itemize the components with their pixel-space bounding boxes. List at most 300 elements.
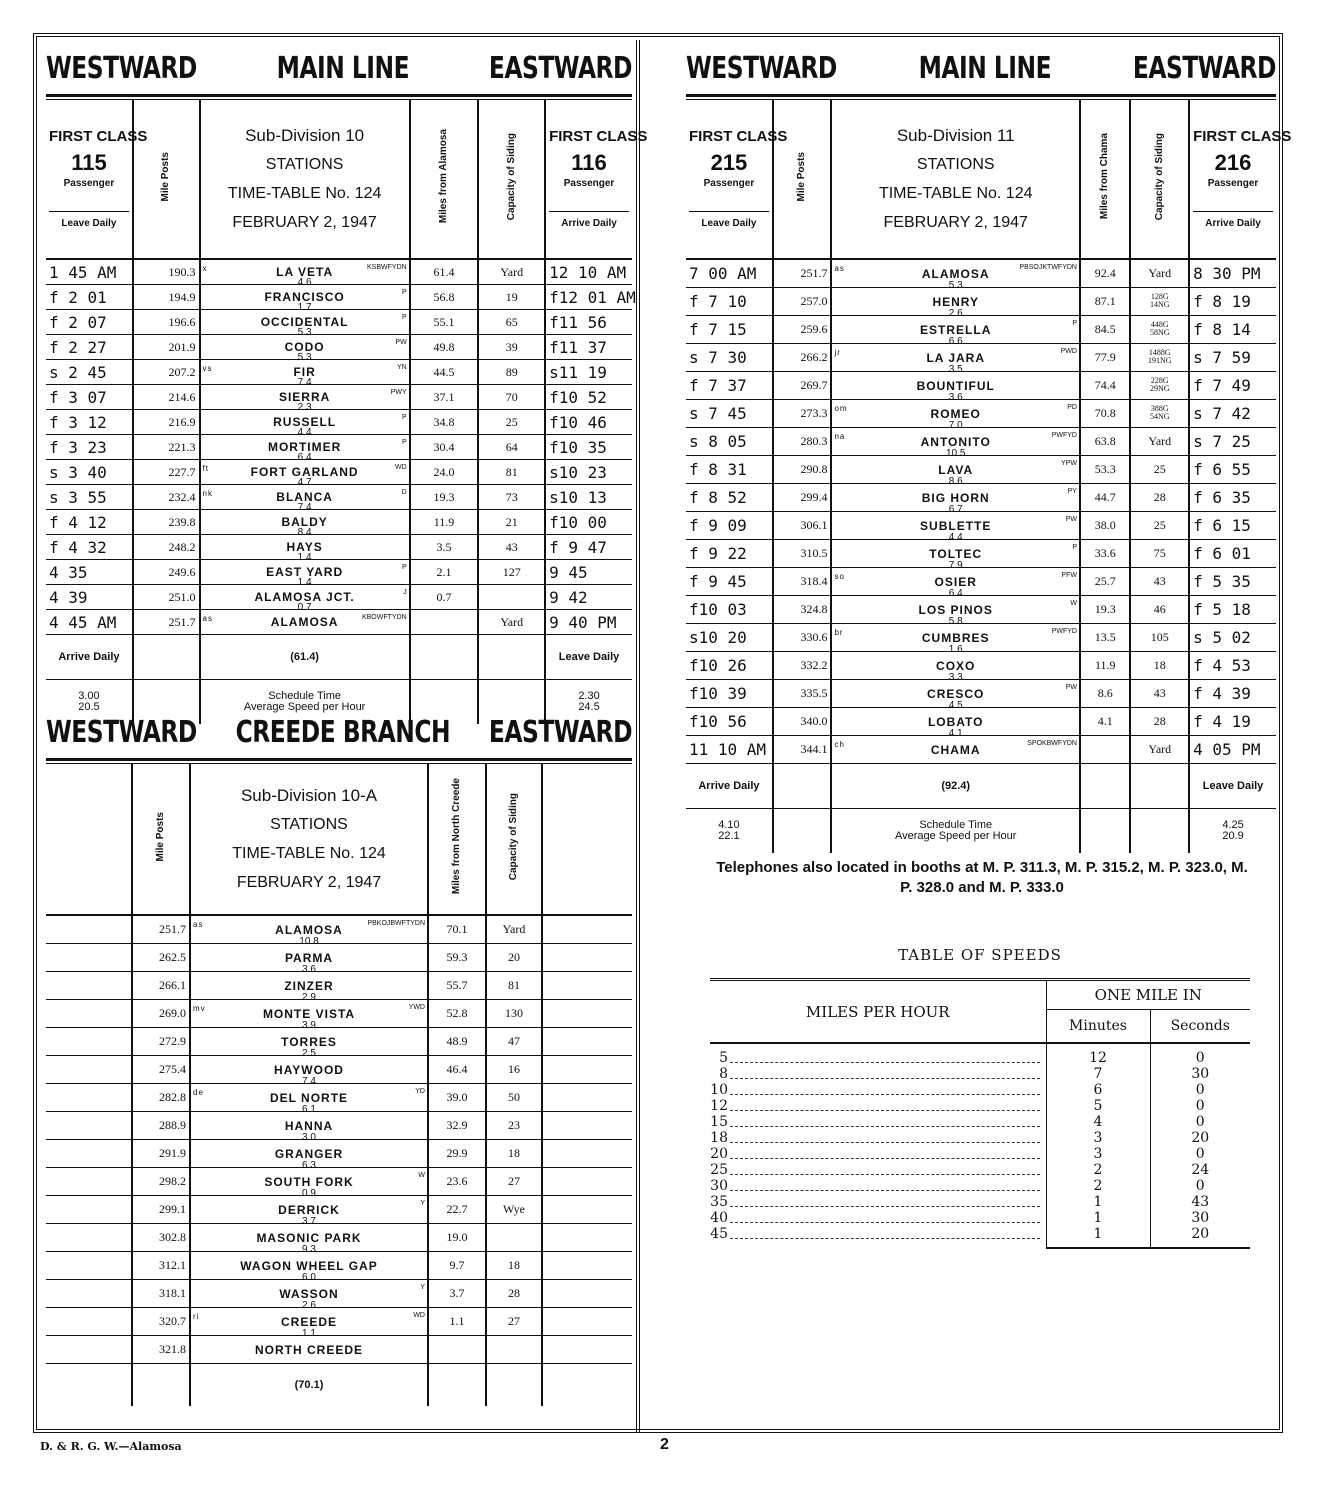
subdivision-label: Sub-Division 11 <box>896 126 1015 145</box>
blank <box>542 1252 632 1280</box>
leader-dots <box>730 1222 1040 1223</box>
leader-dots <box>730 1126 1040 1127</box>
station-prefix: as <box>834 264 845 273</box>
speed-row <box>710 1098 1250 1114</box>
mile-post: 335.5 <box>773 680 832 708</box>
mile-post: 251.7 <box>773 259 832 288</box>
column-divider <box>636 40 640 1432</box>
station-facilities: P <box>402 439 407 446</box>
blank <box>542 1028 632 1056</box>
mile-post: 262.5 <box>132 944 190 972</box>
station-prefix: so <box>834 572 845 581</box>
speed-seconds: 0 <box>1150 1043 1250 1066</box>
mile-post: 207.2 <box>133 360 200 385</box>
blank <box>486 1364 542 1407</box>
mile-post: 251.7 <box>132 915 190 944</box>
station-distance: 7.4 <box>302 1076 316 1087</box>
blank <box>542 1280 632 1308</box>
station-name: WAGON WHEEL GAP <box>240 1258 378 1273</box>
station-distance: 8.6 <box>948 476 963 487</box>
blank <box>542 1084 632 1112</box>
station-distance: 8.4 <box>297 527 312 538</box>
speed-mph-value: 8 <box>719 1066 728 1082</box>
speeds-title: TABLE OF SPEEDS <box>898 946 1062 964</box>
westward-label: WESTWARD <box>46 51 197 87</box>
speed-mph-value: 12 <box>710 1098 728 1114</box>
date-label: FEBRUARY 2, 1947 <box>236 874 382 891</box>
station-prefix: jr <box>834 348 841 357</box>
miles-from <box>1080 736 1131 764</box>
siding-capacity: 25 <box>1130 512 1189 540</box>
speed-mph <box>710 1130 1046 1146</box>
station-facilities: PBSOJKTWFYDN <box>1019 264 1077 271</box>
miles-from: 37.1 <box>410 385 479 410</box>
blank <box>428 1364 486 1407</box>
mile-post: 227.7 <box>133 460 200 485</box>
station-prefix: as <box>193 920 204 929</box>
mile-post: 259.6 <box>773 316 832 344</box>
first-class-label: FIRST CLASS <box>1193 128 1292 145</box>
blank <box>410 635 479 680</box>
mile-post: 318.1 <box>132 1280 190 1308</box>
blank <box>542 944 632 972</box>
eastward-time: 9 40 PM <box>545 610 632 635</box>
station-name: DERRICK <box>278 1202 340 1217</box>
mile-post: 269.7 <box>773 372 832 400</box>
siding-standard: 228G <box>1150 375 1169 385</box>
speed-mph-line <box>710 1162 1046 1178</box>
date-label: FEBRUARY 2, 1947 <box>232 214 377 231</box>
siding-capacity: Yard <box>1130 259 1189 288</box>
westward-time: s10 20 <box>686 624 773 652</box>
eastward-time: f 4 53 <box>1189 652 1276 680</box>
mile-posts-header <box>773 100 832 259</box>
speed-minutes: 1 <box>1046 1210 1150 1226</box>
station-distance: 10.5 <box>945 448 966 459</box>
speed-mph <box>710 1146 1046 1162</box>
blank <box>46 764 132 915</box>
station-distance: 0.9 <box>302 1188 316 1199</box>
station-facilities: J <box>403 589 407 596</box>
siding-capacity: Yard <box>1130 736 1189 764</box>
blank <box>542 1336 632 1364</box>
siding-capacity: 47 <box>486 1028 542 1056</box>
station-prefix: de <box>193 1088 204 1097</box>
section-header <box>686 40 1276 98</box>
blank <box>1130 809 1189 854</box>
siding-capacity: 43 <box>1130 568 1189 596</box>
timetable-11 <box>686 100 1292 853</box>
speed-minutes: 12 <box>1046 1043 1150 1066</box>
siding-capacity: 20 <box>486 944 542 972</box>
station-distance: 6.7 <box>948 504 963 515</box>
schedule-time-left: 4.10 <box>718 819 740 831</box>
station-name: EAST YARD <box>266 565 344 579</box>
mile-post: 306.1 <box>773 512 832 540</box>
leader-dots <box>730 1110 1040 1111</box>
eastward-time: f 8 14 <box>1189 316 1276 344</box>
speed-minutes: 1 <box>1046 1226 1150 1242</box>
station-prefix: vs <box>202 364 213 373</box>
speed-mph-value: 30 <box>710 1178 728 1194</box>
station-prefix: mv <box>193 1004 206 1013</box>
westward-time: f 2 27 <box>46 335 133 360</box>
miles-from: 53.3 <box>1080 456 1131 484</box>
eastward-time: s 7 42 <box>1189 400 1276 428</box>
miles-from: 19.3 <box>1080 596 1131 624</box>
miles-from: 23.6 <box>428 1168 486 1196</box>
eastward-time: f10 35 <box>545 435 632 460</box>
station-facilities: PFW <box>1061 572 1077 579</box>
first-class-label: FIRST CLASS <box>549 128 648 145</box>
speed-row <box>710 1178 1250 1194</box>
speed-seconds: 30 <box>1150 1066 1250 1082</box>
schedule-left <box>686 809 773 854</box>
speed-minutes: 3 <box>1046 1130 1150 1146</box>
passenger-label-left: Passenger <box>703 178 755 189</box>
speed-mph-line <box>710 1050 1046 1066</box>
speed-row <box>710 1114 1250 1130</box>
blank <box>46 1000 132 1028</box>
blank <box>478 635 545 680</box>
station-cell <box>831 728 1080 764</box>
miles-from: 33.6 <box>1080 540 1131 568</box>
westward-time: f10 56 <box>686 708 773 736</box>
station-distance: 2.6 <box>948 308 963 319</box>
station-distance: 2.5 <box>302 1048 316 1059</box>
station-facilities: PWFYD <box>1051 432 1077 439</box>
table-row <box>46 1336 632 1364</box>
mile-post: 249.6 <box>133 560 200 585</box>
miles-from: 22.7 <box>428 1196 486 1224</box>
siding-capacity: 28 <box>486 1280 542 1308</box>
speed-mph-value: 18 <box>710 1130 728 1146</box>
leave-daily-footer: Leave Daily <box>545 635 632 680</box>
mile-post: 310.5 <box>773 540 832 568</box>
timetable-10 <box>46 100 648 724</box>
speed-mph-line <box>710 1194 1046 1210</box>
total-miles: (61.4) <box>200 635 410 680</box>
speed-seconds: 20 <box>1150 1226 1250 1242</box>
station-distance: 1.6 <box>948 644 963 655</box>
miles-from: 0.7 <box>410 585 479 610</box>
westward-label: WESTWARD <box>46 715 197 751</box>
first-class-label: FIRST CLASS <box>49 128 148 145</box>
mile-post: 275.4 <box>132 1056 190 1084</box>
blank <box>46 1196 132 1224</box>
station-facilities: YWD <box>408 1004 425 1011</box>
siding-standard: 388G <box>1150 403 1169 413</box>
eastward-time: s11 19 <box>545 360 632 385</box>
station-name: LOBATO <box>927 714 984 729</box>
siding-capacity: 130 <box>486 1000 542 1028</box>
capacity-label: Capacity of Siding <box>1153 132 1165 221</box>
siding-capacity: 43 <box>478 535 545 560</box>
stations-header <box>831 100 1080 259</box>
station-name: OSIER <box>934 574 977 589</box>
mile-post: 324.8 <box>773 596 832 624</box>
station-cell <box>190 1328 428 1364</box>
eastward-time: f 5 35 <box>1189 568 1276 596</box>
blank <box>46 944 132 972</box>
passenger-label-right: Passenger <box>1207 178 1259 189</box>
leader-dots <box>730 1206 1040 1207</box>
speed-minutes: 2 <box>1046 1178 1150 1194</box>
mile-post: 291.9 <box>132 1140 190 1168</box>
blank <box>133 635 200 680</box>
eastward-time: s10 13 <box>545 485 632 510</box>
station-distance: 4.4 <box>297 427 312 438</box>
speed-seconds: 0 <box>1150 1146 1250 1162</box>
speed-table-end <box>710 1242 1250 1248</box>
siding-capacity <box>1130 400 1189 428</box>
westward-time: f10 39 <box>686 680 773 708</box>
blank <box>46 1028 132 1056</box>
miles-from: 3.7 <box>428 1280 486 1308</box>
speed-seconds: 30 <box>1150 1210 1250 1226</box>
speed-mph <box>710 1178 1046 1194</box>
mile-post: 290.8 <box>773 456 832 484</box>
station-facilities: PD <box>1067 404 1077 411</box>
eastward-time: f10 00 <box>545 510 632 535</box>
siding-capacity <box>1130 288 1189 316</box>
station-facilities: P <box>1072 320 1077 327</box>
siding-capacity: 105 <box>1130 624 1189 652</box>
station-name: MASONIC PARK <box>256 1230 362 1245</box>
speed-seconds: 24 <box>1150 1162 1250 1178</box>
speed-minutes: 5 <box>1046 1098 1150 1114</box>
blank <box>1130 764 1189 809</box>
speed-mph <box>710 1114 1046 1130</box>
station-name: TOLTEC <box>929 546 983 561</box>
leader-dots <box>730 1078 1040 1079</box>
mile-post: 266.1 <box>132 972 190 1000</box>
station-distance: 5.3 <box>297 352 312 363</box>
westward-time: 11 10 AM <box>686 736 773 764</box>
station-name: SIERRA <box>278 390 331 404</box>
speed-seconds: 0 <box>1150 1178 1250 1194</box>
westward-time: f 2 01 <box>46 285 133 310</box>
mile-post: 248.2 <box>133 535 200 560</box>
miles-from-label: Miles from Chama <box>1099 133 1111 220</box>
westward-time: f 7 10 <box>686 288 773 316</box>
station-name: RUSSELL <box>273 415 337 429</box>
speed-row <box>710 1043 1250 1066</box>
miles-from <box>410 610 479 635</box>
station-name: FRANCISCO <box>264 290 345 304</box>
westward-time: f 8 52 <box>686 484 773 512</box>
speed-mph <box>710 1098 1046 1114</box>
station-name: SUBLETTE <box>920 518 992 533</box>
eastward-time: s10 23 <box>545 460 632 485</box>
station-name: LA JARA <box>926 350 985 365</box>
first-class-left <box>686 100 788 259</box>
station-name: CRESCO <box>927 686 985 701</box>
average-speed-left: 22.1 <box>718 830 740 842</box>
leave-daily-label: Leave Daily <box>689 211 769 229</box>
mile-posts-label: Mile Posts <box>160 151 172 202</box>
station-facilities: SPOKBWFYDN <box>1027 740 1077 747</box>
schedule-time-right: 4.25 <box>1222 819 1244 831</box>
blank <box>542 915 632 944</box>
blank <box>46 1252 132 1280</box>
westward-time: f10 03 <box>686 596 773 624</box>
eastward-time: f 4 19 <box>1189 708 1276 736</box>
blank <box>46 1364 132 1407</box>
leave-daily-label: Leave Daily <box>49 211 129 229</box>
blank <box>542 1000 632 1028</box>
blank <box>542 972 632 1000</box>
station-distance: 10.8 <box>299 936 319 947</box>
siding-capacity: 18 <box>486 1140 542 1168</box>
station-distance: 6.4 <box>948 588 963 599</box>
arrive-daily-footer: Arrive Daily <box>686 764 773 809</box>
passenger-label-left: Passenger <box>63 178 115 189</box>
station-name: WASSON <box>279 1286 339 1301</box>
siding-capacity: 18 <box>1130 652 1189 680</box>
miles-from: 30.4 <box>410 435 479 460</box>
speed-mph <box>710 1082 1046 1098</box>
timetable-label: TIME-TABLE No. 124 <box>232 845 386 862</box>
speed-row <box>710 1130 1250 1146</box>
total-miles: (92.4) <box>831 764 1080 809</box>
siding-capacity: Yard <box>478 610 545 635</box>
mile-post: 194.9 <box>133 285 200 310</box>
station-name: HANNA <box>284 1118 334 1133</box>
miles-from: 3.5 <box>410 535 479 560</box>
station-distance: 5.8 <box>948 616 963 627</box>
speed-mph-line <box>710 1066 1046 1082</box>
station-name: TORRES <box>281 1034 337 1049</box>
station-distance: 7.4 <box>297 377 312 388</box>
station-name: ESTRELLA <box>920 322 992 337</box>
station-name: ZINZER <box>284 978 334 993</box>
capacity-label: Capacity of Siding <box>508 792 519 881</box>
speed-row <box>710 1066 1250 1082</box>
blank <box>1080 764 1131 809</box>
main-line-subdivision-11 <box>686 44 1292 853</box>
station-distance: 1.4 <box>297 552 312 563</box>
station-facilities: PW <box>395 339 407 346</box>
mile-posts-label: Mile Posts <box>796 151 808 202</box>
eastward-label: EASTWARD <box>488 715 632 751</box>
siding-narrow: 191NG <box>1148 355 1172 365</box>
station-prefix: om <box>834 404 848 413</box>
station-name: CODO <box>284 340 325 354</box>
mile-post: 269.0 <box>132 1000 190 1028</box>
section-title: MAIN LINE <box>918 51 1052 87</box>
miles-from: 34.8 <box>410 410 479 435</box>
station-distance: 5.3 <box>948 280 963 291</box>
station-facilities: P <box>1072 544 1077 551</box>
siding-capacity: 27 <box>486 1308 542 1336</box>
blank <box>46 1280 132 1308</box>
westward-time: f 9 09 <box>686 512 773 540</box>
station-name: BALDY <box>281 515 328 529</box>
station-name: HAYS <box>286 540 323 554</box>
eastward-label: EASTWARD <box>488 51 632 87</box>
eastward-time: f 4 39 <box>1189 680 1276 708</box>
station-name: LA VETA <box>276 265 334 279</box>
timetable-10a <box>46 764 632 1406</box>
westward-time: f10 26 <box>686 652 773 680</box>
station-facilities: P <box>402 289 407 296</box>
blank <box>46 1168 132 1196</box>
miles-from: 59.3 <box>428 944 486 972</box>
mile-post: 257.0 <box>773 288 832 316</box>
miles-from: 8.6 <box>1080 680 1131 708</box>
siding-capacity: 23 <box>486 1112 542 1140</box>
station-distance: 4.6 <box>297 277 312 288</box>
leader-dots <box>730 1174 1040 1175</box>
blank <box>773 809 832 854</box>
section-title: CREEDE BRANCH <box>235 715 451 751</box>
siding-capacity: 43 <box>1130 680 1189 708</box>
station-name: ANTONITO <box>920 434 991 449</box>
station-distance: 2.6 <box>302 1300 316 1311</box>
station-name: FIR <box>293 365 316 379</box>
speed-minutes: 1 <box>1046 1194 1150 1210</box>
speed-mph-line <box>710 1082 1046 1098</box>
station-facilities: P <box>402 314 407 321</box>
mile-posts-header <box>133 100 200 259</box>
station-facilities: YD <box>415 1088 425 1095</box>
station-name: COXO <box>936 658 976 673</box>
station-distance: 6.0 <box>302 1272 316 1283</box>
miles-from: 52.8 <box>428 1000 486 1028</box>
station-distance: 3.6 <box>948 392 963 403</box>
station-facilities: KBOWFTYDN <box>361 614 407 621</box>
passenger-label-right: Passenger <box>563 178 615 189</box>
speed-mph-value: 35 <box>710 1194 728 1210</box>
westward-time: 4 45 AM <box>46 610 133 635</box>
mile-post: 273.3 <box>773 400 832 428</box>
speed-mph <box>710 1226 1046 1242</box>
leader-dots <box>730 1062 1040 1063</box>
station-distance: 1.7 <box>297 302 312 313</box>
miles-from: 4.1 <box>1080 708 1131 736</box>
miles-from: 63.8 <box>1080 428 1131 456</box>
telephones-note: Telephones also located in booths at M. P. 311.3, M. P. 315.2, M. P. 323.0, M. P. 328.0 and M. P. 333.0 <box>716 859 1248 896</box>
miles-from: 70.1 <box>428 915 486 944</box>
speed-row <box>710 1226 1250 1242</box>
siding-capacity: 70 <box>478 385 545 410</box>
section-header <box>46 701 632 762</box>
one-mile-header: ONE MILE IN <box>1046 981 1250 1010</box>
station-facilities: PWFYD <box>1051 628 1077 635</box>
miles-from: 13.5 <box>1080 624 1131 652</box>
miles-from: 11.9 <box>1080 652 1131 680</box>
capacity-header <box>1130 100 1189 259</box>
miles-from: 44.7 <box>1080 484 1131 512</box>
mile-posts-label: Mile Posts <box>155 811 166 862</box>
arrive-daily-label: Arrive Daily <box>1193 211 1273 229</box>
siding-capacity-value <box>1150 321 1170 337</box>
station-facilities: Y <box>420 1200 425 1207</box>
mile-post: 302.8 <box>132 1224 190 1252</box>
average-speed-left: 20.5 <box>78 701 100 713</box>
total-miles: (70.1) <box>190 1364 428 1407</box>
station-distance: 3.5 <box>948 364 963 375</box>
mile-post: 344.1 <box>773 736 832 764</box>
first-class-left <box>46 100 148 259</box>
station-facilities: W <box>1070 600 1077 607</box>
miles-from: 49.8 <box>410 335 479 360</box>
blank <box>542 1364 632 1407</box>
leave-daily-footer: Leave Daily <box>1189 764 1276 809</box>
speed-mph-line <box>710 1114 1046 1130</box>
table-row <box>686 736 1276 764</box>
